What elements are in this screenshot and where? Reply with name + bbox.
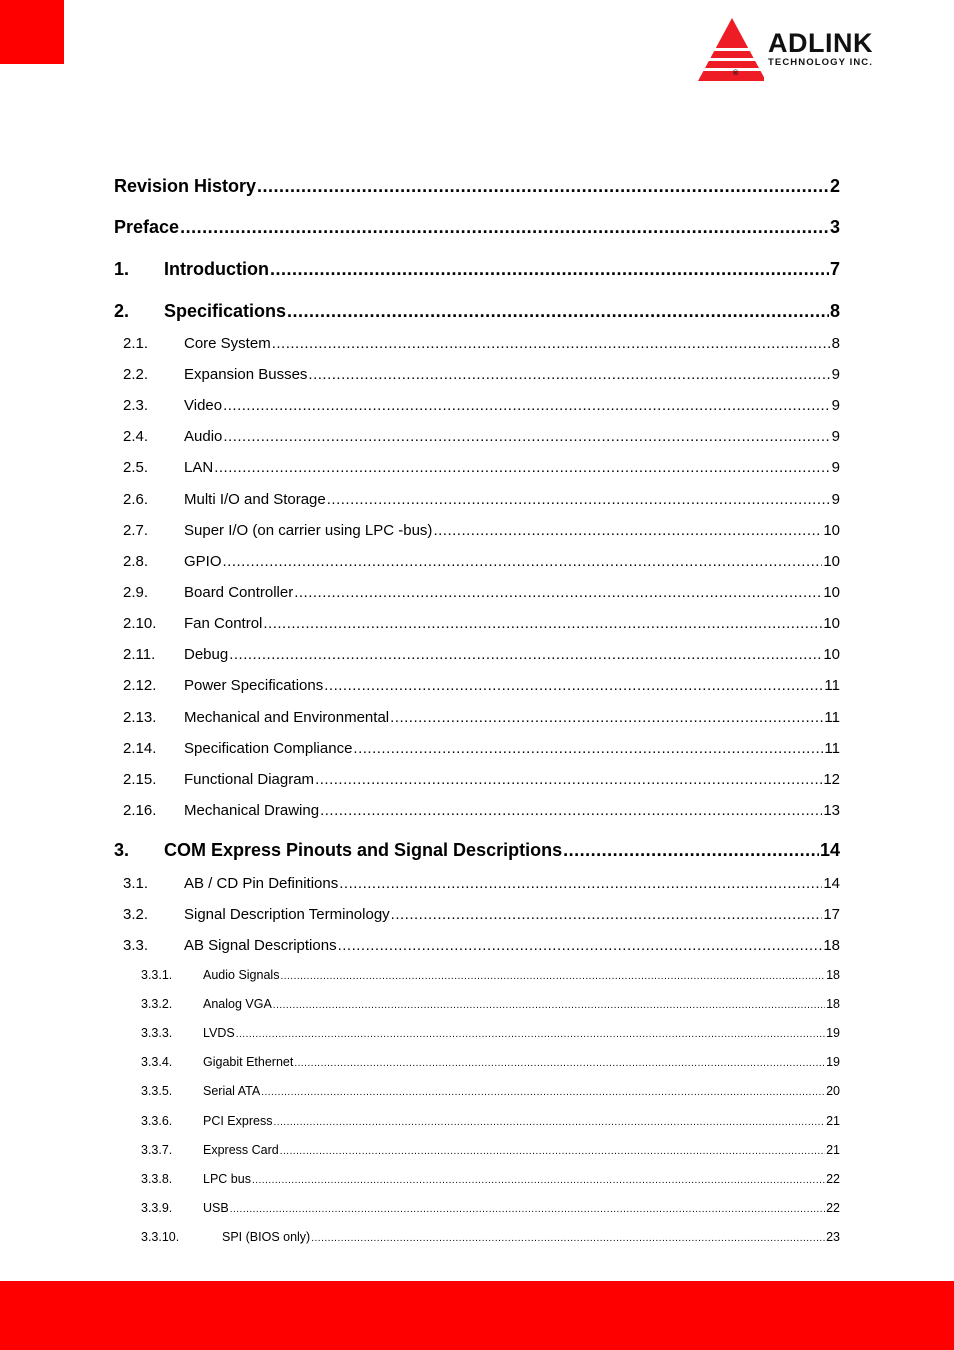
toc-page: 10 [823, 522, 840, 539]
toc-number: 3.3.2. [141, 997, 173, 1011]
leader-dots [311, 1230, 825, 1244]
toc-number: 3.3.1. [141, 968, 173, 982]
toc-number: 2.6. [123, 491, 149, 508]
leader-dots [257, 176, 829, 197]
toc-number: 3.3.10. [141, 1230, 180, 1244]
leader-dots [563, 840, 819, 861]
toc-title: LPC bus [203, 1172, 251, 1186]
toc-page: 9 [831, 397, 840, 414]
toc-number: 2.12. [123, 677, 157, 694]
toc-page: 9 [831, 428, 840, 445]
toc-title: PCI Express [203, 1114, 273, 1128]
toc-entry[interactable] [123, 491, 840, 508]
leader-dots [229, 646, 822, 663]
toc-page: 18 [826, 968, 840, 982]
toc-entry[interactable] [123, 366, 840, 383]
toc-entry[interactable] [141, 1084, 840, 1098]
toc-page: 10 [823, 553, 840, 570]
toc-page: 10 [823, 615, 840, 632]
toc-entry-preface[interactable] [114, 217, 840, 238]
toc-entry[interactable] [123, 937, 840, 954]
toc-page: 14 [823, 875, 840, 892]
toc-title: LVDS [203, 1026, 235, 1040]
toc-entry[interactable] [123, 397, 840, 414]
toc-page: 9 [831, 366, 840, 383]
toc-page: 11 [824, 709, 840, 726]
toc-title: Audio Signals [203, 968, 280, 982]
toc-title: Debug [184, 646, 229, 663]
toc-number: 2.10. [123, 615, 157, 632]
toc-number: 3.3.7. [141, 1143, 173, 1157]
toc-entry[interactable] [123, 584, 840, 601]
toc-title: COM Express Pinouts and Signal Descriptions [164, 840, 563, 860]
toc-title: Analog VGA [203, 997, 272, 1011]
toc-entry[interactable] [123, 335, 840, 352]
toc-page: 22 [826, 1172, 840, 1186]
toc-entry[interactable] [141, 1230, 840, 1244]
toc-page: 18 [823, 937, 840, 954]
toc-title: Preface [114, 217, 180, 237]
toc-title: Specifications [164, 301, 287, 321]
toc-number: 2.3. [123, 397, 149, 414]
toc-page: 21 [826, 1114, 840, 1128]
toc-number: 2.5. [123, 459, 149, 476]
toc-page: 14 [819, 840, 840, 860]
toc-number: 2.13. [123, 709, 157, 726]
toc-page: 11 [824, 677, 840, 694]
toc-page: 18 [826, 997, 840, 1011]
toc-entry[interactable] [123, 771, 840, 788]
toc-title: Specification Compliance [184, 740, 353, 757]
toc-page: 7 [829, 259, 840, 279]
leader-dots [324, 677, 823, 694]
leader-dots [273, 997, 825, 1011]
leader-dots [294, 584, 822, 601]
toc-entry[interactable] [123, 522, 840, 539]
toc-entry[interactable] [123, 646, 840, 663]
toc-page: 21 [826, 1143, 840, 1157]
toc-title: Functional Diagram [184, 771, 315, 788]
toc-title: Revision History [114, 176, 257, 196]
logo-wordmark: ADLINK [768, 28, 873, 58]
leader-dots [327, 491, 831, 508]
toc-page: 3 [829, 217, 840, 237]
leader-dots [280, 968, 825, 982]
toc-number: 3.3.8. [141, 1172, 173, 1186]
toc-page: 8 [831, 335, 840, 352]
toc-page: 11 [824, 740, 840, 757]
toc-page: 19 [826, 1055, 840, 1069]
toc-title: AB / CD Pin Definitions [184, 875, 339, 892]
toc-page: 19 [826, 1026, 840, 1040]
toc-number: 3.1. [123, 875, 149, 892]
registered-mark: ® [733, 70, 740, 77]
toc-entry[interactable] [123, 553, 840, 570]
footer-band [0, 1281, 954, 1350]
leader-dots [280, 1143, 825, 1157]
toc-title: LAN [184, 459, 214, 476]
toc-title: Fan Control [184, 615, 263, 632]
leader-dots [320, 802, 822, 819]
toc-title: Core System [184, 335, 271, 352]
toc-entry-introduction[interactable] [114, 259, 840, 280]
toc-number: 2.11. [123, 646, 156, 663]
toc-entry[interactable] [141, 1026, 840, 1040]
toc-page: 17 [823, 906, 840, 923]
toc-number: 3. [114, 840, 130, 860]
toc-entry[interactable] [141, 997, 840, 1011]
toc-number: 3.3.3. [141, 1026, 173, 1040]
toc-page: 9 [831, 459, 840, 476]
toc-entry[interactable] [141, 1114, 840, 1128]
toc-entry[interactable] [123, 709, 840, 726]
toc-entry[interactable] [123, 740, 840, 757]
toc-number: 2.8. [123, 553, 149, 570]
leader-dots [270, 259, 829, 280]
toc-number: 3.2. [123, 906, 149, 923]
toc-entry-specifications[interactable] [114, 301, 840, 322]
leader-dots [180, 217, 829, 238]
leader-dots [214, 459, 830, 476]
toc-title: SPI (BIOS only) [222, 1230, 311, 1244]
toc-number: 3.3.9. [141, 1201, 173, 1215]
toc-entry[interactable] [123, 677, 840, 694]
toc-page: 22 [826, 1201, 840, 1215]
leader-dots [287, 301, 829, 322]
toc-number: 2.1. [123, 335, 149, 352]
leader-dots [261, 1084, 825, 1098]
toc-number: 2.16. [123, 802, 157, 819]
toc-title: Serial ATA [203, 1084, 261, 1098]
toc-page: 10 [823, 584, 840, 601]
toc-number: 3.3. [123, 937, 149, 954]
leader-dots [391, 906, 823, 923]
toc-title: Video [184, 397, 223, 414]
leader-dots [236, 1026, 825, 1040]
toc-number: 2.14. [123, 740, 157, 757]
toc-entry[interactable] [141, 1201, 840, 1215]
toc-title: Mechanical Drawing [184, 802, 320, 819]
toc-title: Signal Description Terminology [184, 906, 390, 923]
toc-title: Introduction [164, 259, 269, 279]
toc-title: GPIO [184, 553, 222, 570]
toc-title: Mechanical and Environmental [184, 709, 390, 726]
toc-page: 10 [823, 646, 840, 663]
toc-page: 13 [823, 802, 840, 819]
leader-dots [308, 366, 830, 383]
leader-dots [273, 1114, 825, 1128]
toc-number: 2.7. [123, 522, 149, 539]
toc-number: 2.15. [123, 771, 157, 788]
toc-page: 9 [831, 491, 840, 508]
toc-title: Multi I/O and Storage [184, 491, 326, 508]
leader-dots [223, 428, 830, 445]
toc-title: Board Controller [184, 584, 294, 601]
leader-dots [223, 397, 831, 414]
leader-dots [338, 937, 823, 954]
toc-entry[interactable] [141, 968, 840, 982]
toc-page: 2 [829, 176, 840, 196]
toc-title: AB Signal Descriptions [184, 937, 337, 954]
toc-title: Express Card [203, 1143, 279, 1157]
toc-number: 2.2. [123, 366, 149, 383]
toc-entry[interactable] [123, 615, 840, 632]
toc-entry[interactable] [123, 459, 840, 476]
toc-page: 12 [823, 771, 840, 788]
toc-entry-com-express-pinouts[interactable] [114, 840, 840, 861]
leader-dots [230, 1201, 825, 1215]
leader-dots [263, 615, 822, 632]
leader-dots [433, 522, 822, 539]
logo-subtitle: TECHNOLOGY $INC._®$ [733, 57, 873, 77]
leader-dots [353, 740, 823, 757]
toc-number: 3.3.5. [141, 1084, 173, 1098]
toc-entry[interactable] [141, 1172, 840, 1186]
leader-dots [252, 1172, 825, 1186]
toc-number: 2. [114, 301, 130, 321]
leader-dots [390, 709, 823, 726]
toc-entry[interactable] [123, 906, 840, 923]
toc-title: Super I/O (on carrier using LPC -bus) [184, 522, 433, 539]
leader-dots [272, 335, 831, 352]
toc-entry[interactable] [141, 1143, 840, 1157]
toc-number: 3.3.4. [141, 1055, 173, 1069]
leader-dots [223, 553, 823, 570]
toc-number: 2.4. [123, 428, 149, 445]
toc-title: Power Specifications [184, 677, 324, 694]
toc-entry[interactable] [123, 802, 840, 819]
toc-title: USB [203, 1201, 229, 1215]
toc-title: Gigabit Ethernet [203, 1055, 294, 1069]
toc-number: 2.9. [123, 584, 149, 601]
toc-page: 8 [829, 301, 840, 321]
toc-entry[interactable] [123, 875, 840, 892]
toc-entry-revision-history[interactable] [114, 176, 840, 197]
toc-number: 3.3.6. [141, 1114, 173, 1128]
toc-entry[interactable] [123, 428, 840, 445]
toc-entry[interactable] [141, 1055, 840, 1069]
toc-title: Expansion Busses [184, 366, 308, 383]
toc-page: 20 [826, 1084, 840, 1098]
leader-dots [339, 875, 822, 892]
leader-dots [294, 1055, 825, 1069]
toc-page: 23 [826, 1230, 840, 1244]
toc-number: 1. [114, 259, 130, 279]
leader-dots [315, 771, 822, 788]
toc-title: Audio [184, 428, 223, 445]
